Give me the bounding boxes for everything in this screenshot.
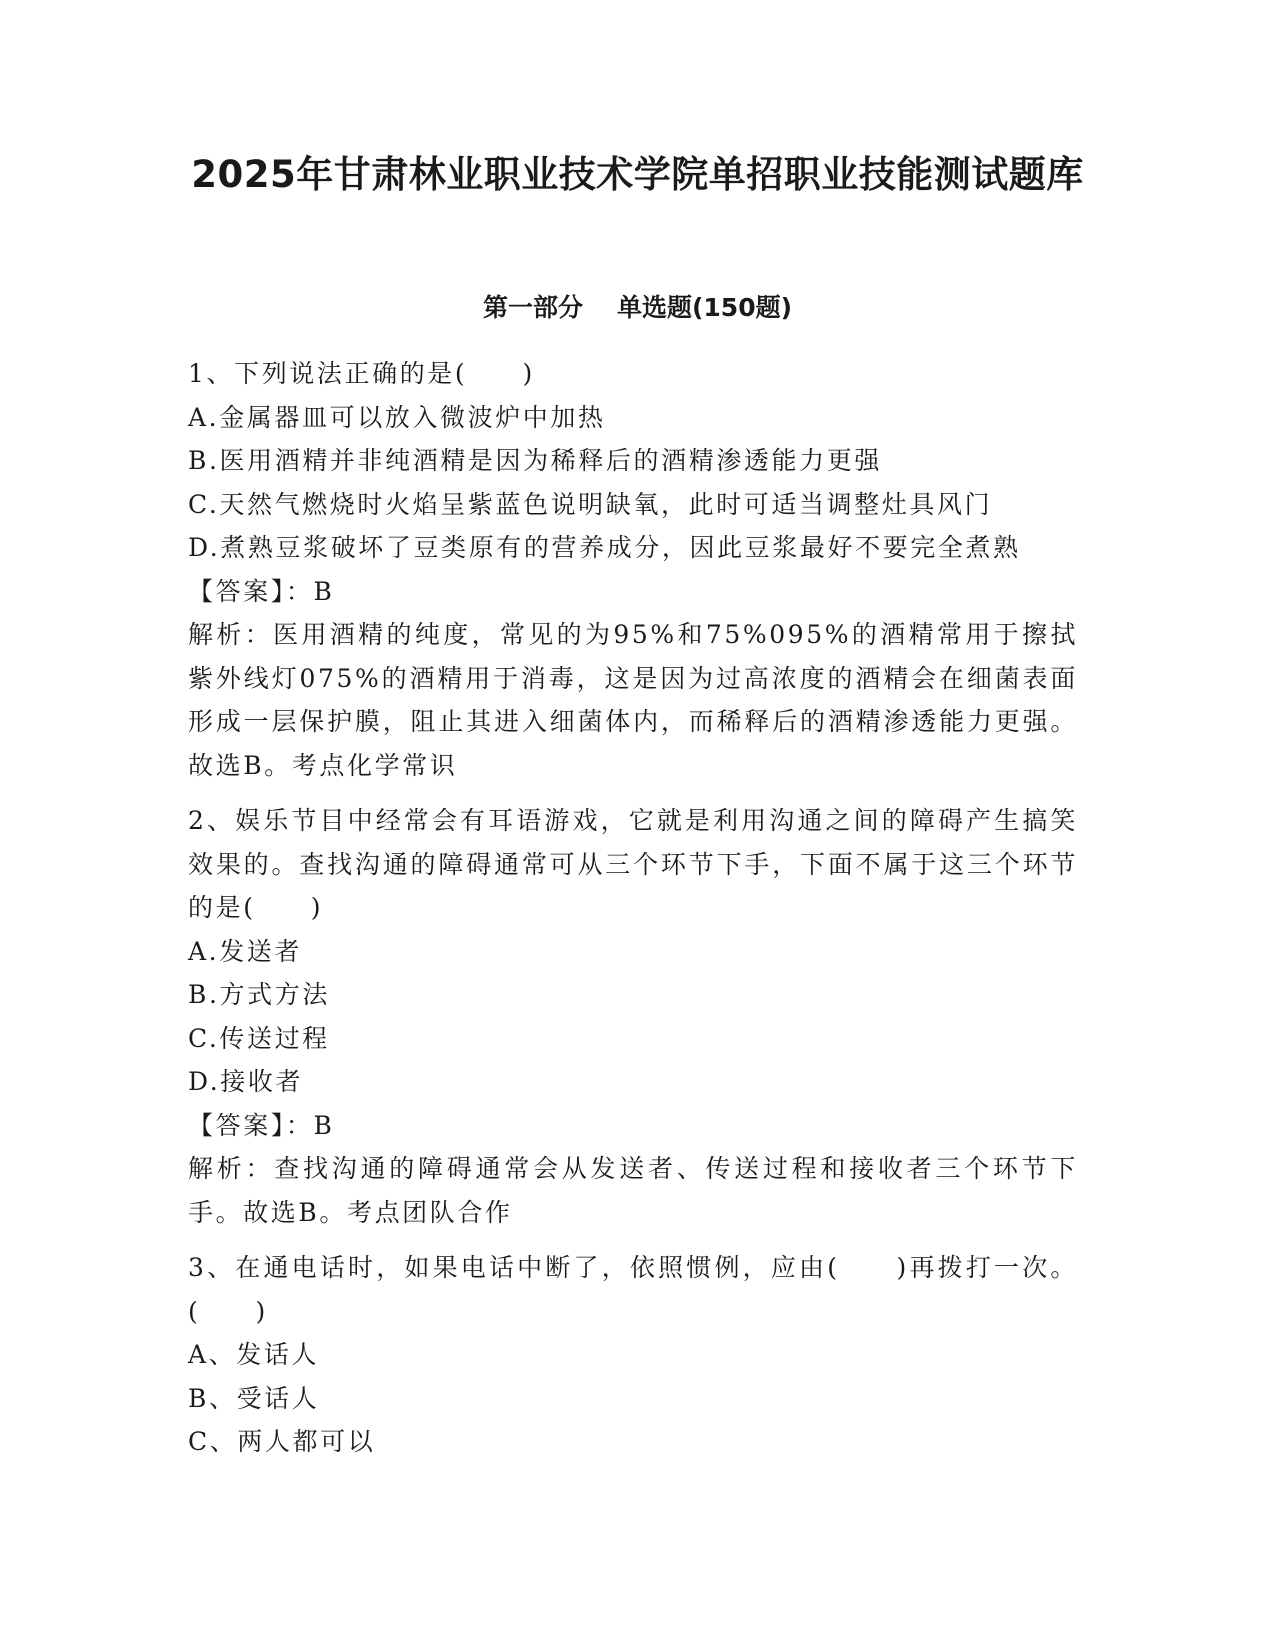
section-type-label: 单选题(150题) — [616, 293, 793, 322]
question-stem: 2、娱乐节目中经常会有耳语游戏，它就是利用沟通之间的障碍产生搞笑效果的。查找沟通的障碍通常可从三个环节下手，下面不属于这三个环节的是( ) — [188, 806, 1078, 922]
analysis: 解析：查找沟通的障碍通常会从发送者、传送过程和接收者三个环节下手。故选B。考点团队合作 — [188, 1154, 1078, 1227]
option-a: A.金属器皿可以放入微波炉中加热 — [188, 402, 606, 432]
option-b: B.方式方法 — [188, 980, 330, 1009]
question-2 — [188, 799, 1078, 1234]
analysis: 解析：医用酒精的纯度，常见的为95%和75%095%的酒精常用于擦拭紫外线灯075%的酒精用于消毒，这是因为过高浓度的酒精会在细菌表面形成一层保护膜，阻止其进入细菌体内，而稀释后的酒精渗透能力更强。故选B。考点化学常识 — [188, 620, 1078, 780]
answer: 【答案】：B — [188, 1110, 335, 1140]
section-part-label: 第一部分 — [482, 293, 583, 322]
option-a: A.发送者 — [188, 936, 303, 966]
question-3 — [188, 1246, 1078, 1464]
option-b: B、受话人 — [188, 1383, 320, 1413]
question-stem: 1、下列说法正确的是( ) — [188, 359, 535, 388]
question-list — [188, 352, 1078, 1476]
option-b: B.医用酒精并非纯酒精是因为稀释后的酒精渗透能力更强 — [188, 446, 882, 475]
option-d: D.煮熟豆浆破坏了豆类原有的营养成分，因此豆浆最好不要完全煮熟 — [188, 533, 1021, 562]
option-a: A、发话人 — [188, 1340, 320, 1369]
option-c: C.天然气燃烧时火焰呈紫蓝色说明缺氧，此时可适当调整灶具风门 — [188, 489, 993, 519]
option-c: C、两人都可以 — [188, 1427, 376, 1456]
answer: 【答案】：B — [188, 576, 335, 606]
question-stem: 3、在通电话时，如果电话中断了，依照惯例，应由( )再拨打一次。( ) — [188, 1253, 1078, 1326]
section-title — [0, 290, 1275, 326]
document-title: 2025年甘肃林业职业技术学院单招职业技能测试题库 — [191, 153, 1084, 196]
option-d: D.接收者 — [188, 1067, 304, 1096]
question-1 — [188, 352, 1078, 787]
option-c: C.传送过程 — [188, 1023, 330, 1053]
